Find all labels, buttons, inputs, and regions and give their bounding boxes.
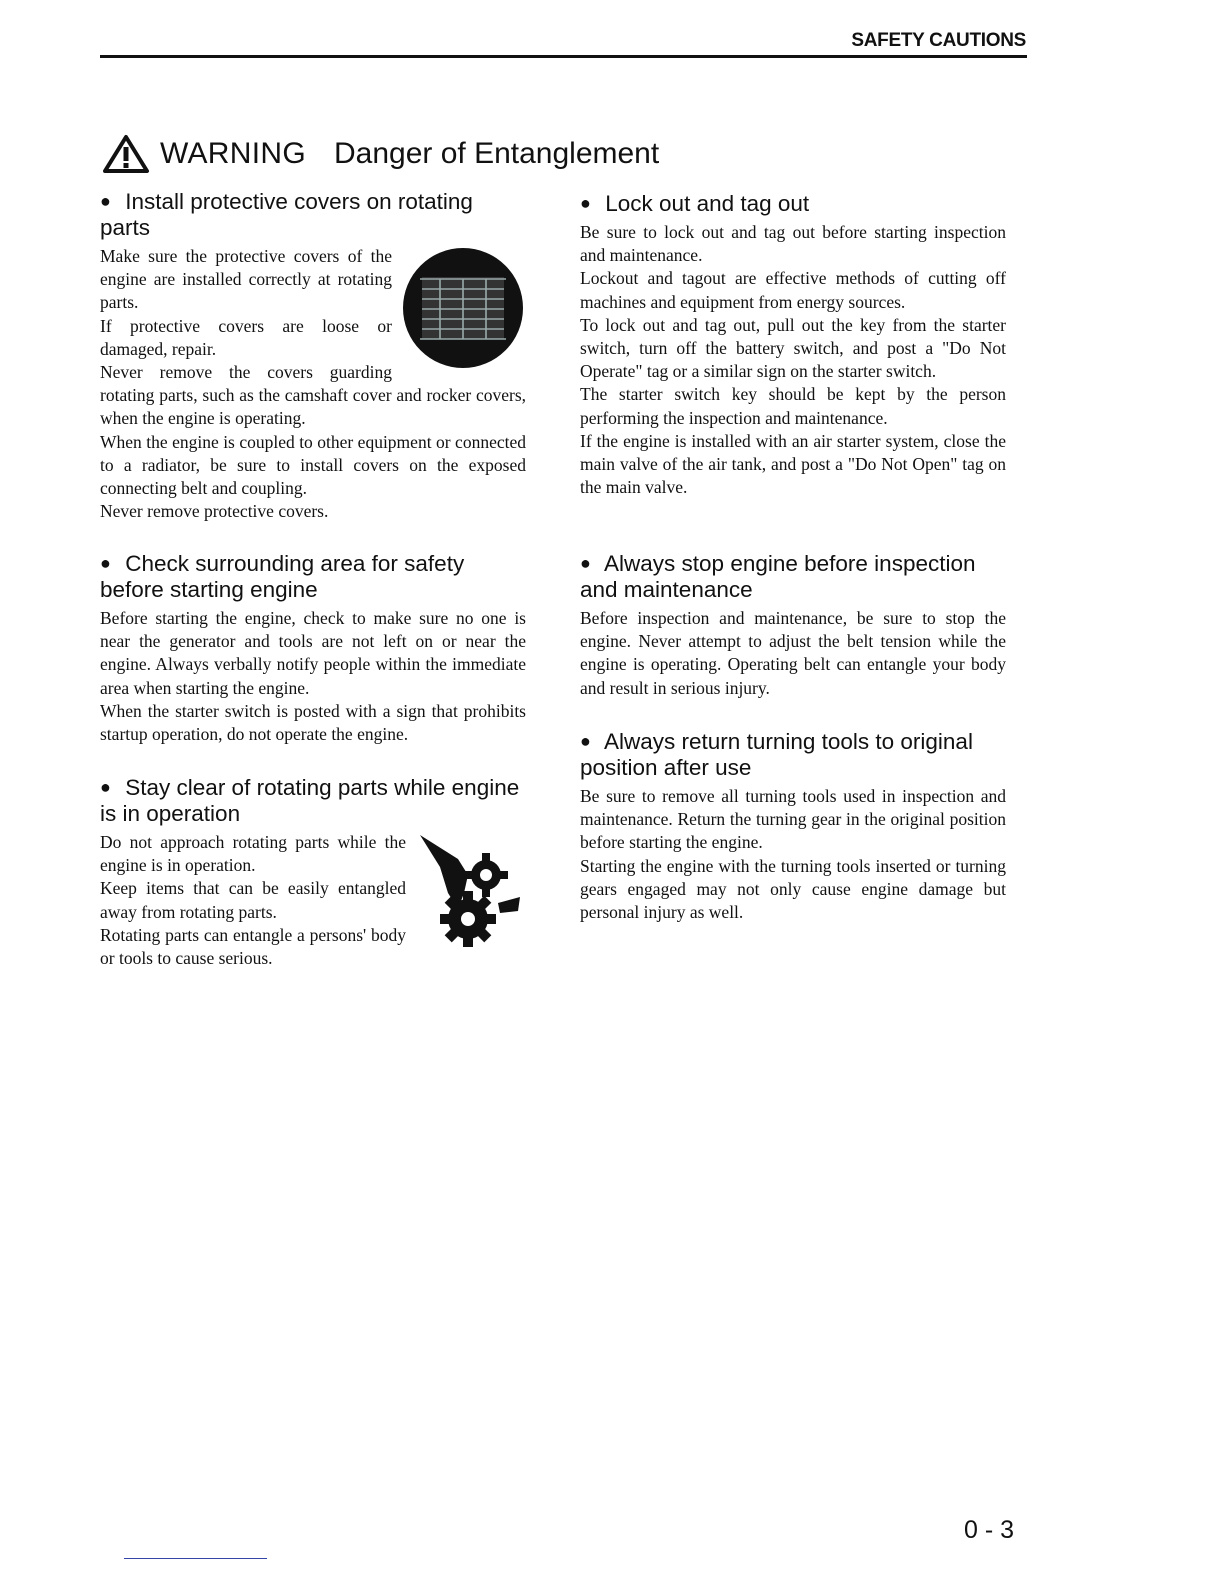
heading-line: and maintenance [580,577,753,602]
section-lockout-tagout [580,190,1006,499]
paragraph: Make sure the protective covers of the engine are installed correctly at rotating parts. [100,246,392,313]
paragraph: To lock out and tag out, pull out the key from the starter switch, turn off the battery switch, and post a "Do Not Operate" tag or a similar sign on the starter switch. [580,314,1006,382]
section-stay-clear [100,774,526,970]
bullet-icon: ● [580,731,591,751]
bullet-icon: ● [580,193,591,213]
paragraph: Never remove the covers guarding rotating parts, such as the camshaft cover and rocker covers, when the engine is operating. [100,362,526,429]
paragraph: Never remove protective covers. [100,501,329,522]
heading-line: Always stop engine before inspection [604,551,976,576]
bullet-icon: ● [580,553,591,573]
footer-rule [124,1558,267,1559]
section-heading [580,728,1006,781]
warning-label: WARNING [160,137,306,170]
paragraph: Lockout and tagout are effective methods of cutting off machines and equipment from energy sources. [580,268,1006,312]
bullet-icon: ● [100,553,111,573]
section-stop-engine [580,550,1006,700]
paragraph: Be sure to remove all turning tools used in inspection and maintenance. Return the turning gear in the original position before starting the engine. [580,786,1006,853]
section-check-area [100,550,526,746]
warning-title [102,134,659,174]
bullet-icon: ● [100,191,111,211]
paragraph: If protective covers are loose or damaged, repair. [100,315,392,359]
page-number: 0 - 3 [964,1516,1015,1544]
section-heading [100,550,526,603]
section-heading [580,550,1006,603]
section-return-tools [580,728,1006,924]
heading-line: Always return turning tools to original [604,729,973,754]
section-heading [580,190,1006,217]
paragraph: Keep items that can be easily entangled away from rotating parts. [100,878,406,922]
section-heading [100,188,526,241]
heading-line: Check surrounding area for safety [125,551,465,576]
heading-line: is in operation [100,801,241,826]
paragraph: Before inspection and maintenance, be sure to stop the engine. Never attempt to adjust the belt tension while the engine is operating. Operating belt can entangle your body and result in serious injury. [580,608,1006,698]
paragraph: When the starter switch is posted with a sign that prohibits startup operation, do not operate the engine. [100,700,526,745]
paragraph: Be sure to lock out and tag out before starting inspection and maintenance. [580,222,1006,266]
rotating-cover-illustration [400,245,526,371]
paragraph: When the engine is coupled to other equipment or connected to a radiator, be sure to install covers on the exposed connecting belt and coupling. [100,431,526,499]
paragraph: If the engine is installed with an air starter system, close the main valve of the air tank, and post a "Do Not Open" tag on the main valve. [580,430,1006,498]
paragraph: Rotating parts can entangle a persons' body or tools to cause serious. [100,924,406,969]
warning-triangle-icon [102,134,150,174]
heading-line: position after use [580,755,752,780]
header-rule [100,55,1027,58]
heading-line: Lock out and tag out [605,191,810,216]
warning-subtitle: Danger of Entanglement [333,137,660,170]
heading-line: before starting engine [100,577,318,602]
bullet-icon: ● [100,777,111,797]
section-heading [100,774,526,827]
paragraph: Before starting the engine, check to make sure no one is near the generator and tools are not left on or near the engine. Always verbally notify people within the immediate area when starting the engine. [100,608,526,698]
heading-line: Install protective covers on rotating [125,189,473,214]
paragraph: The starter switch key should be kept by the person performing the inspection and maintenance. [580,384,1006,428]
heading-line: Stay clear of rotating parts while engine [125,775,520,800]
heading-line: parts [100,215,151,240]
section-install-covers [100,188,526,523]
paragraph: Do not approach rotating parts while the engine is in operation. [100,832,406,876]
paragraph: Starting the engine with the turning tools inserted or turning gears engaged may not only cause engine damage but personal injury as well. [580,855,1006,923]
running-header: SAFETY CAUTIONS [851,30,1026,51]
hand-gear-entanglement-icon [414,831,526,951]
